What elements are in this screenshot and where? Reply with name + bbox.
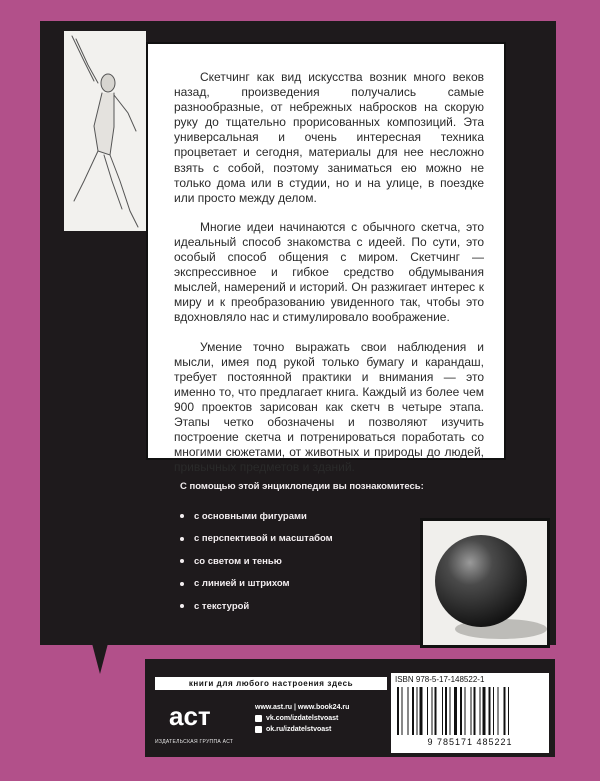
learn-item bbox=[180, 573, 333, 596]
barcode-icon bbox=[397, 687, 543, 737]
description-paragraph-2: Многие идеи начинаются с обычного скетча, это идеальный способ знакомства с идеей. По сути, это особый способ общения с миром. Скетчинг — экспрессивное и гибкое средство обдумывания мыслей, намерений и историй. Он разжигает интерес к миру и к преобразованию увиденного так, чтобы это вдохновляло нас и стимулировало воображение. bbox=[174, 219, 484, 325]
websites-row bbox=[255, 702, 349, 713]
learn-item bbox=[180, 595, 333, 618]
learn-item-label: со светом и тенью bbox=[194, 555, 282, 567]
ast-logo bbox=[163, 699, 223, 733]
sphere-sketch-illustration bbox=[420, 518, 550, 648]
bullet-icon bbox=[180, 514, 184, 518]
learn-item bbox=[180, 505, 333, 528]
ok-link[interactable]: ok.ru/izdatelstvoast bbox=[266, 725, 332, 733]
contact-links bbox=[255, 702, 349, 735]
dancer-sketch bbox=[64, 31, 146, 231]
learn-item-label: с перспективой и масштабом bbox=[194, 533, 333, 545]
barcode-area bbox=[391, 673, 549, 753]
bullet-icon bbox=[180, 604, 184, 608]
vk-icon bbox=[255, 715, 262, 722]
logo-text: аст bbox=[169, 701, 211, 731]
bullet-icon bbox=[180, 582, 184, 586]
learn-item-label: с линией и штрихом bbox=[194, 578, 290, 590]
bullet-icon bbox=[180, 537, 184, 541]
figure-sketch-illustration bbox=[64, 31, 146, 231]
learn-item-label: с текстурой bbox=[194, 600, 250, 612]
ok-icon bbox=[255, 726, 262, 733]
shaded-sphere bbox=[423, 521, 547, 645]
description-text bbox=[174, 70, 484, 489]
learn-item-label: с основными фигурами bbox=[194, 510, 307, 522]
vk-row bbox=[255, 713, 349, 724]
isbn-text: ISBN 978-5-17-148522-1 bbox=[395, 675, 485, 684]
barcode-number: 9 785171 485221 bbox=[427, 737, 513, 747]
description-paragraph-3: Умение точно выражать свои наблюдения и мысли, имея под рукой только бумагу и карандаш, требует постоянной практики и внимания — это именно то, что предлагает книга. Каждый из более чем 900 проектов зарисован как скетч в четыре этапа. Этапы четко обозначены и позволяют изучить построение скетча и потренироваться поработать со многими сюжетами, от животных и природы до людей, привычных предметов и зданий. bbox=[174, 339, 484, 475]
learn-title: С помощью этой энциклопедии вы познакомитесь: bbox=[180, 481, 424, 492]
description-panel bbox=[146, 42, 506, 475]
ok-row bbox=[255, 724, 349, 735]
learn-item bbox=[180, 528, 333, 551]
vk-link[interactable]: vk.com/izdatelstvoast bbox=[266, 714, 339, 722]
learn-list bbox=[180, 505, 333, 618]
decorative-square bbox=[521, 450, 555, 484]
description-paragraph-1: Скетчинг как вид искусства возник много веков назад, произведения получались самые разнообразные, от небрежных набросков на скорую руку до тщательно прорисованных композиций. Эта универсальная и очень интересная техника процветает и сегодня, материалы для нее несложно взять с собой, поэтому заниматься ею можно не только дома или в студии, но и на улице, в поездке или просто между делом. bbox=[174, 70, 484, 205]
bullet-icon bbox=[180, 559, 184, 563]
pencil-decoration bbox=[84, 254, 116, 674]
websites-link[interactable]: www.ast.ru | www.book24.ru bbox=[255, 703, 350, 711]
slogan-banner: книги для любого настроения здесь bbox=[155, 677, 387, 690]
publisher-name: ИЗДАТЕЛЬСКАЯ ГРУППА АСТ bbox=[155, 739, 234, 745]
learn-item bbox=[180, 550, 333, 573]
footer-panel bbox=[145, 659, 555, 757]
